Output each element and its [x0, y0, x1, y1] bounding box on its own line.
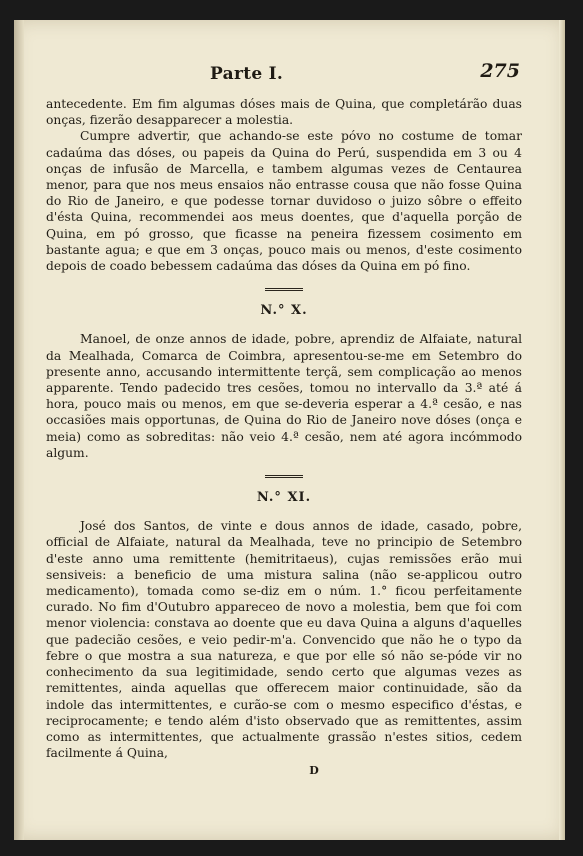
paragraph-continuation: antecedente. Em fim algumas dóses mais de Quina, que completárão duas onças, fizerão desapparecer a molestia. — [46, 97, 522, 128]
section-divider — [265, 475, 303, 478]
page-body — [46, 96, 522, 780]
paragraph-advertir: Cumpre advertir, que achando-se este póvo no costume de tomar cadaúma das dóses, ou papeis da Quina do Perú, suspendida em 3 ou 4 onças de infusão de Marcella, e tambem algumas vezes de Centaurea menor, para que nos meus ensaios não entrasse cousa que não fosse Quina do Rio de Janeiro, e que podesse tornar duvidoso o juizo sôbre o effeito d'ésta Quina, recommendei aos meus doentes, que d'aquella porção de Quina, em pó grosso, que ficasse na peneira fizessem cosimento em bastante agua; e que em 3 onças, pouco mais ou menos, d'este cosimento depois de coado bebessem cadaúma das dóses da Quina em pó fino. — [46, 129, 522, 274]
paragraph-case-xi: José dos Santos, de vinte e dous annos de idade, casado, pobre, official de Alfaiate, natural da Mealhada, teve no principio de Setembro d'este anno uma remittente (hemitritaeus), cujas remissões erão mui sensiveis: a beneficio de uma mistura salina (não se-applicou outro medicamento), tomada como se-diz em o núm. 1.° ficou perfeitamente curado. No fim d'Outubro appareceo de novo a molestia, bem que foi com menor violencia: constava ao doente que eu dava Quina a alguns d'aquelles que padecião cesões, e veio pedir-m'a. Convencido que não he o typo da febre o que mostra a sua natureza, e que por elle só não se-póde vir no conhecimento da sua legitimidade, sendo certo que algumas vezes as remittentes, ainda aquellas que offerecem maior continuidade, são da indole das intermittentes, e curão-se com o mesmo especifico d'éstas, e reciprocamente; e tendo além d'isto observado que as remittentes, assim como as intermittentes, que actualmente grassão n'estes sitios, cedem facilmente á Quina, — [46, 519, 522, 761]
section-title-xi: N.° XI. — [256, 490, 312, 506]
section-title-x: N.° X. — [260, 303, 308, 319]
page-gutter — [14, 20, 24, 840]
section-divider — [265, 288, 303, 291]
paragraph-case-x: Manoel, de onze annos de idade, pobre, aprendiz de Alfaiate, natural da Mealhada, Comarca de Coimbra, apresentou-se-me em Setembro do presente anno, accusando intermittente terçã, sem complicação ao menos apparente. Tendo padecido tres cesões, tomou no intervallo da 3.ª até á hora, pouco mais ou menos, em que se-deveria esperar a 4.ª cesão, e nas occasiões mais opportunas, de Quina do Rio de Janeiro nove dóses (onça e meia) como as sobreditas: não veio 4.ª cesão, nem até agora incómmodo algum. — [46, 332, 522, 460]
running-head: Parte I. — [210, 64, 284, 84]
page-edge — [559, 20, 565, 840]
page-header — [40, 62, 520, 88]
page-number: 275 — [480, 60, 520, 82]
signature-mark: D — [309, 764, 319, 778]
